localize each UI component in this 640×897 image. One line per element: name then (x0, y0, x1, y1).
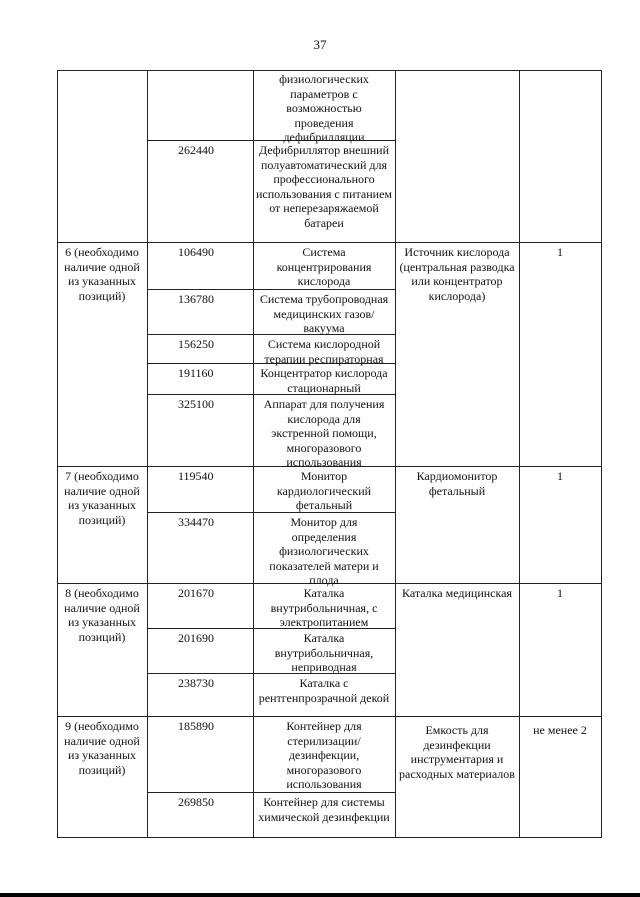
item-code: 185890 (178, 719, 214, 733)
table-border-right (601, 70, 602, 838)
requirement-text: Кардиомонитор фетальный (416, 469, 498, 498)
item-code: 201690 (178, 631, 214, 645)
item-name: Система трубопроводная медицинских газов/вакуума (259, 292, 389, 335)
item-name: Концентратор кислорода стационарный (260, 366, 388, 395)
table-border-top (57, 70, 602, 71)
item-code: 156250 (178, 337, 214, 351)
quantity-value: 1 (557, 586, 563, 600)
item-code: 334470 (178, 515, 214, 529)
item-name: Монитор для определения физиологических показателей матери и плода (269, 515, 379, 587)
page-number: 37 (313, 37, 327, 52)
group-number: 7 (необходимо наличие одной из указанных позиций) (64, 469, 140, 527)
quantity-value: 1 (557, 469, 563, 483)
item-name: Контейнер для системы химической дезинфекции (258, 795, 390, 824)
item-name: Система кислородной терапии респираторная (264, 337, 384, 366)
equipment-table (57, 70, 602, 838)
item-name: Система концентрирования кислорода (276, 245, 372, 288)
item-name: Аппарат для получения кислорода для экстренной помощи, многоразового использования (263, 397, 385, 469)
column-divider (519, 70, 520, 838)
item-code: 106490 (178, 245, 214, 259)
column-divider (253, 70, 254, 838)
requirement-text: Емкость для дезинфекции инструментария и расходных материалов (399, 723, 515, 781)
quantity-value: 1 (557, 245, 563, 259)
table-border-bottom (57, 837, 602, 838)
group-divider (57, 242, 602, 243)
group-divider (57, 716, 602, 717)
item-code: 191160 (178, 366, 214, 380)
item-divider (147, 792, 396, 793)
item-code: 262440 (178, 143, 214, 157)
item-name: физиологических параметров с возможностью проведения дефибрилляции (279, 72, 369, 144)
group-number: 9 (необходимо наличие одной из указанных позиций) (64, 719, 140, 777)
requirement-text: Источник кислорода (центральная разводка или концентратор кислорода) (399, 245, 515, 303)
item-code: 201670 (178, 586, 214, 600)
column-divider (395, 70, 396, 838)
item-name: Монитор кардиологический фетальный (276, 469, 372, 512)
item-code: 238730 (178, 676, 214, 690)
table-border-left (57, 70, 58, 838)
item-name: Каталка внутрибольничная, с электропитанием (270, 586, 378, 629)
item-code: 136780 (178, 292, 214, 306)
group-number: 8 (необходимо наличие одной из указанных позиций) (64, 586, 140, 644)
column-divider (147, 70, 148, 838)
group-number: 6 (необходимо наличие одной из указанных позиций) (64, 245, 140, 303)
quantity-value: не менее 2 (533, 723, 587, 737)
scan-edge (0, 893, 640, 897)
item-name: Дефибриллятор внешний полуавтоматический для профессионального использования с питанием от неперезаряжаемой батареи (256, 143, 392, 230)
item-name: Каталка с рентгенпрозрачной декой (258, 676, 390, 705)
item-code: 325100 (178, 397, 214, 411)
item-code: 269850 (178, 795, 214, 809)
item-name: Контейнер для стерилизации/ дезинфекции, многоразового использования (286, 719, 362, 791)
item-code: 119540 (178, 469, 214, 483)
item-divider (147, 289, 396, 290)
item-name: Каталка внутрибольничная, неприводная (274, 631, 374, 674)
requirement-text: Каталка медицинская (401, 586, 513, 600)
